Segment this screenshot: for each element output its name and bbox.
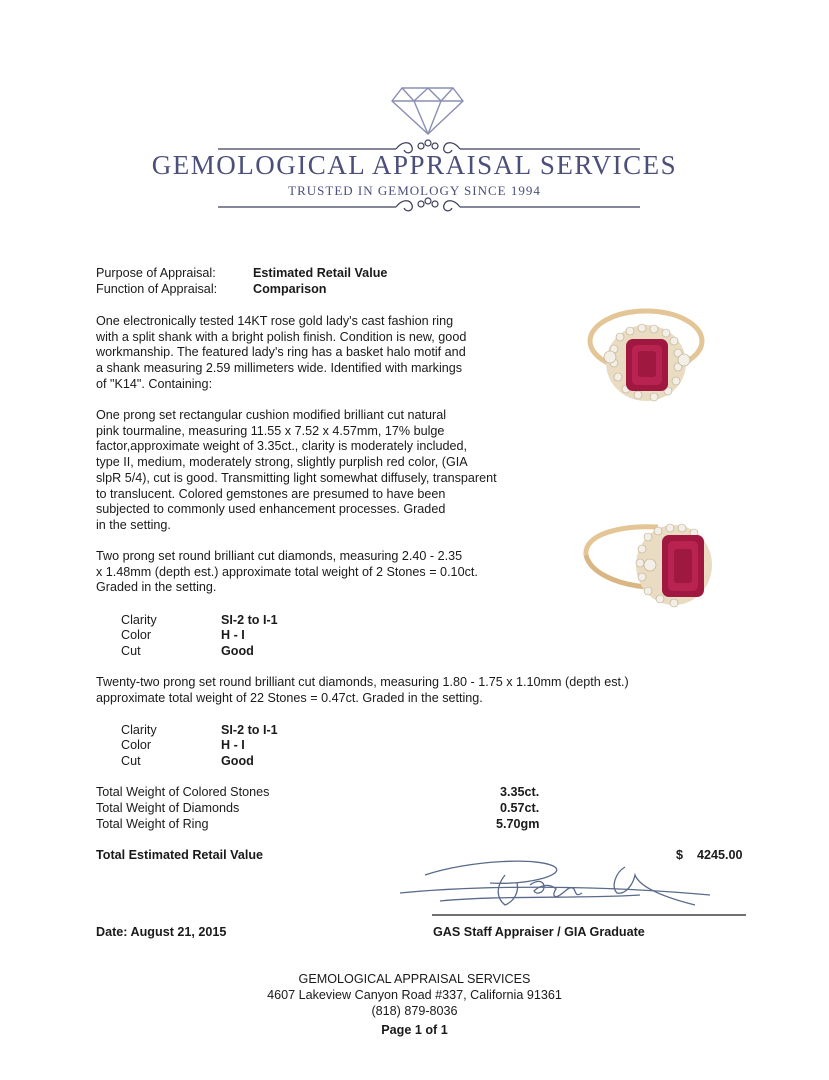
ring-description: One electronically tested 14KT rose gold lady's cast fashion ring with a split shank with a bright polish finish. Condition is new, good workmanship. The featured lady's ring has a basket halo motif and a shank measuring 2.59 millimeters wide. Identified with markings of "K14". Containing: — [96, 314, 467, 391]
page-number: Page 1 of 1 — [381, 1023, 448, 1037]
company-tagline: TRUSTED IN GEMOLOGY SINCE 1994 — [288, 183, 541, 198]
function-value: Comparison — [253, 282, 327, 296]
letterhead — [0, 0, 829, 230]
footer-company: GEMOLOGICAL APPRAISAL SERVICES — [298, 972, 531, 986]
diamonds-22-description: Twenty-two prong set round brilliant cut diamonds, measuring 1.80 - 1.75 x 1.10mm (depth est.) approximate total weight of 22 Stones = 0.47ct. Graded in the setting. — [96, 675, 629, 705]
grade-value: SI-2 to I-1 — [221, 723, 278, 737]
footer-address: 4607 Lakeview Canyon Road #337, California 91361 — [267, 988, 562, 1002]
footer-phone: (818) 879-8036 — [371, 1004, 458, 1018]
ring-side-photo — [578, 515, 718, 610]
total-value: 3.35ct. — [500, 785, 540, 799]
grade-label: Cut — [121, 644, 141, 658]
total-value: 5.70gm — [496, 817, 540, 831]
retail-value-amount: 4245.00 — [697, 848, 743, 862]
ring-front-photo — [580, 305, 715, 405]
grade-value: H - I — [221, 628, 245, 642]
function-label: Function of Appraisal: — [96, 282, 218, 296]
currency-symbol: $ — [676, 848, 684, 862]
signature-image — [380, 855, 760, 925]
total-value: 0.57ct. — [500, 801, 540, 815]
grade-label: Color — [121, 628, 152, 642]
diamonds-2-description: Two prong set round brilliant cut diamonds, measuring 2.40 - 2.35 x 1.48mm (depth est.) approximate total weight of 2 Stones = 0.10ct. Graded in the setting. — [96, 549, 478, 595]
total-label: Total Weight of Colored Stones — [96, 785, 270, 799]
grade-label: Clarity — [121, 613, 157, 627]
appraisal-date: Date: August 21, 2015 — [96, 925, 227, 939]
tourmaline-description: One prong set rectangular cushion modified brilliant cut natural pink tourmaline, measuring 11.55 x 7.52 x 4.57mm, 17% bulge factor,approximate weight of 3.35ct., clarity is moderately included, type II, medium, moderately strong, slightly purplish red color, (GIA slpR 5/4), cut is good. Transmitting light somewhat diffusely, transparent to translucent. Colored gemstones are presumed to have been subjected to commonly used enhancement processes. Graded in the setting. — [96, 408, 497, 532]
grade-value: Good — [221, 754, 254, 768]
appraiser-title: GAS Staff Appraiser / GIA Graduate — [433, 925, 645, 939]
retail-value-label: Total Estimated Retail Value — [96, 848, 264, 862]
grade-label: Color — [121, 738, 152, 752]
grade-value: H - I — [221, 738, 245, 752]
company-name: GEMOLOGICAL APPRAISAL SERVICES — [151, 150, 678, 180]
total-label: Total Weight of Ring — [96, 817, 209, 831]
grade-value: SI-2 to I-1 — [221, 613, 278, 627]
grade-label: Cut — [121, 754, 141, 768]
purpose-label: Purpose of Appraisal: — [96, 266, 216, 280]
total-label: Total Weight of Diamonds — [96, 801, 240, 815]
purpose-value: Estimated Retail Value — [253, 266, 388, 280]
grade-value: Good — [221, 644, 254, 658]
grade-label: Clarity — [121, 723, 157, 737]
